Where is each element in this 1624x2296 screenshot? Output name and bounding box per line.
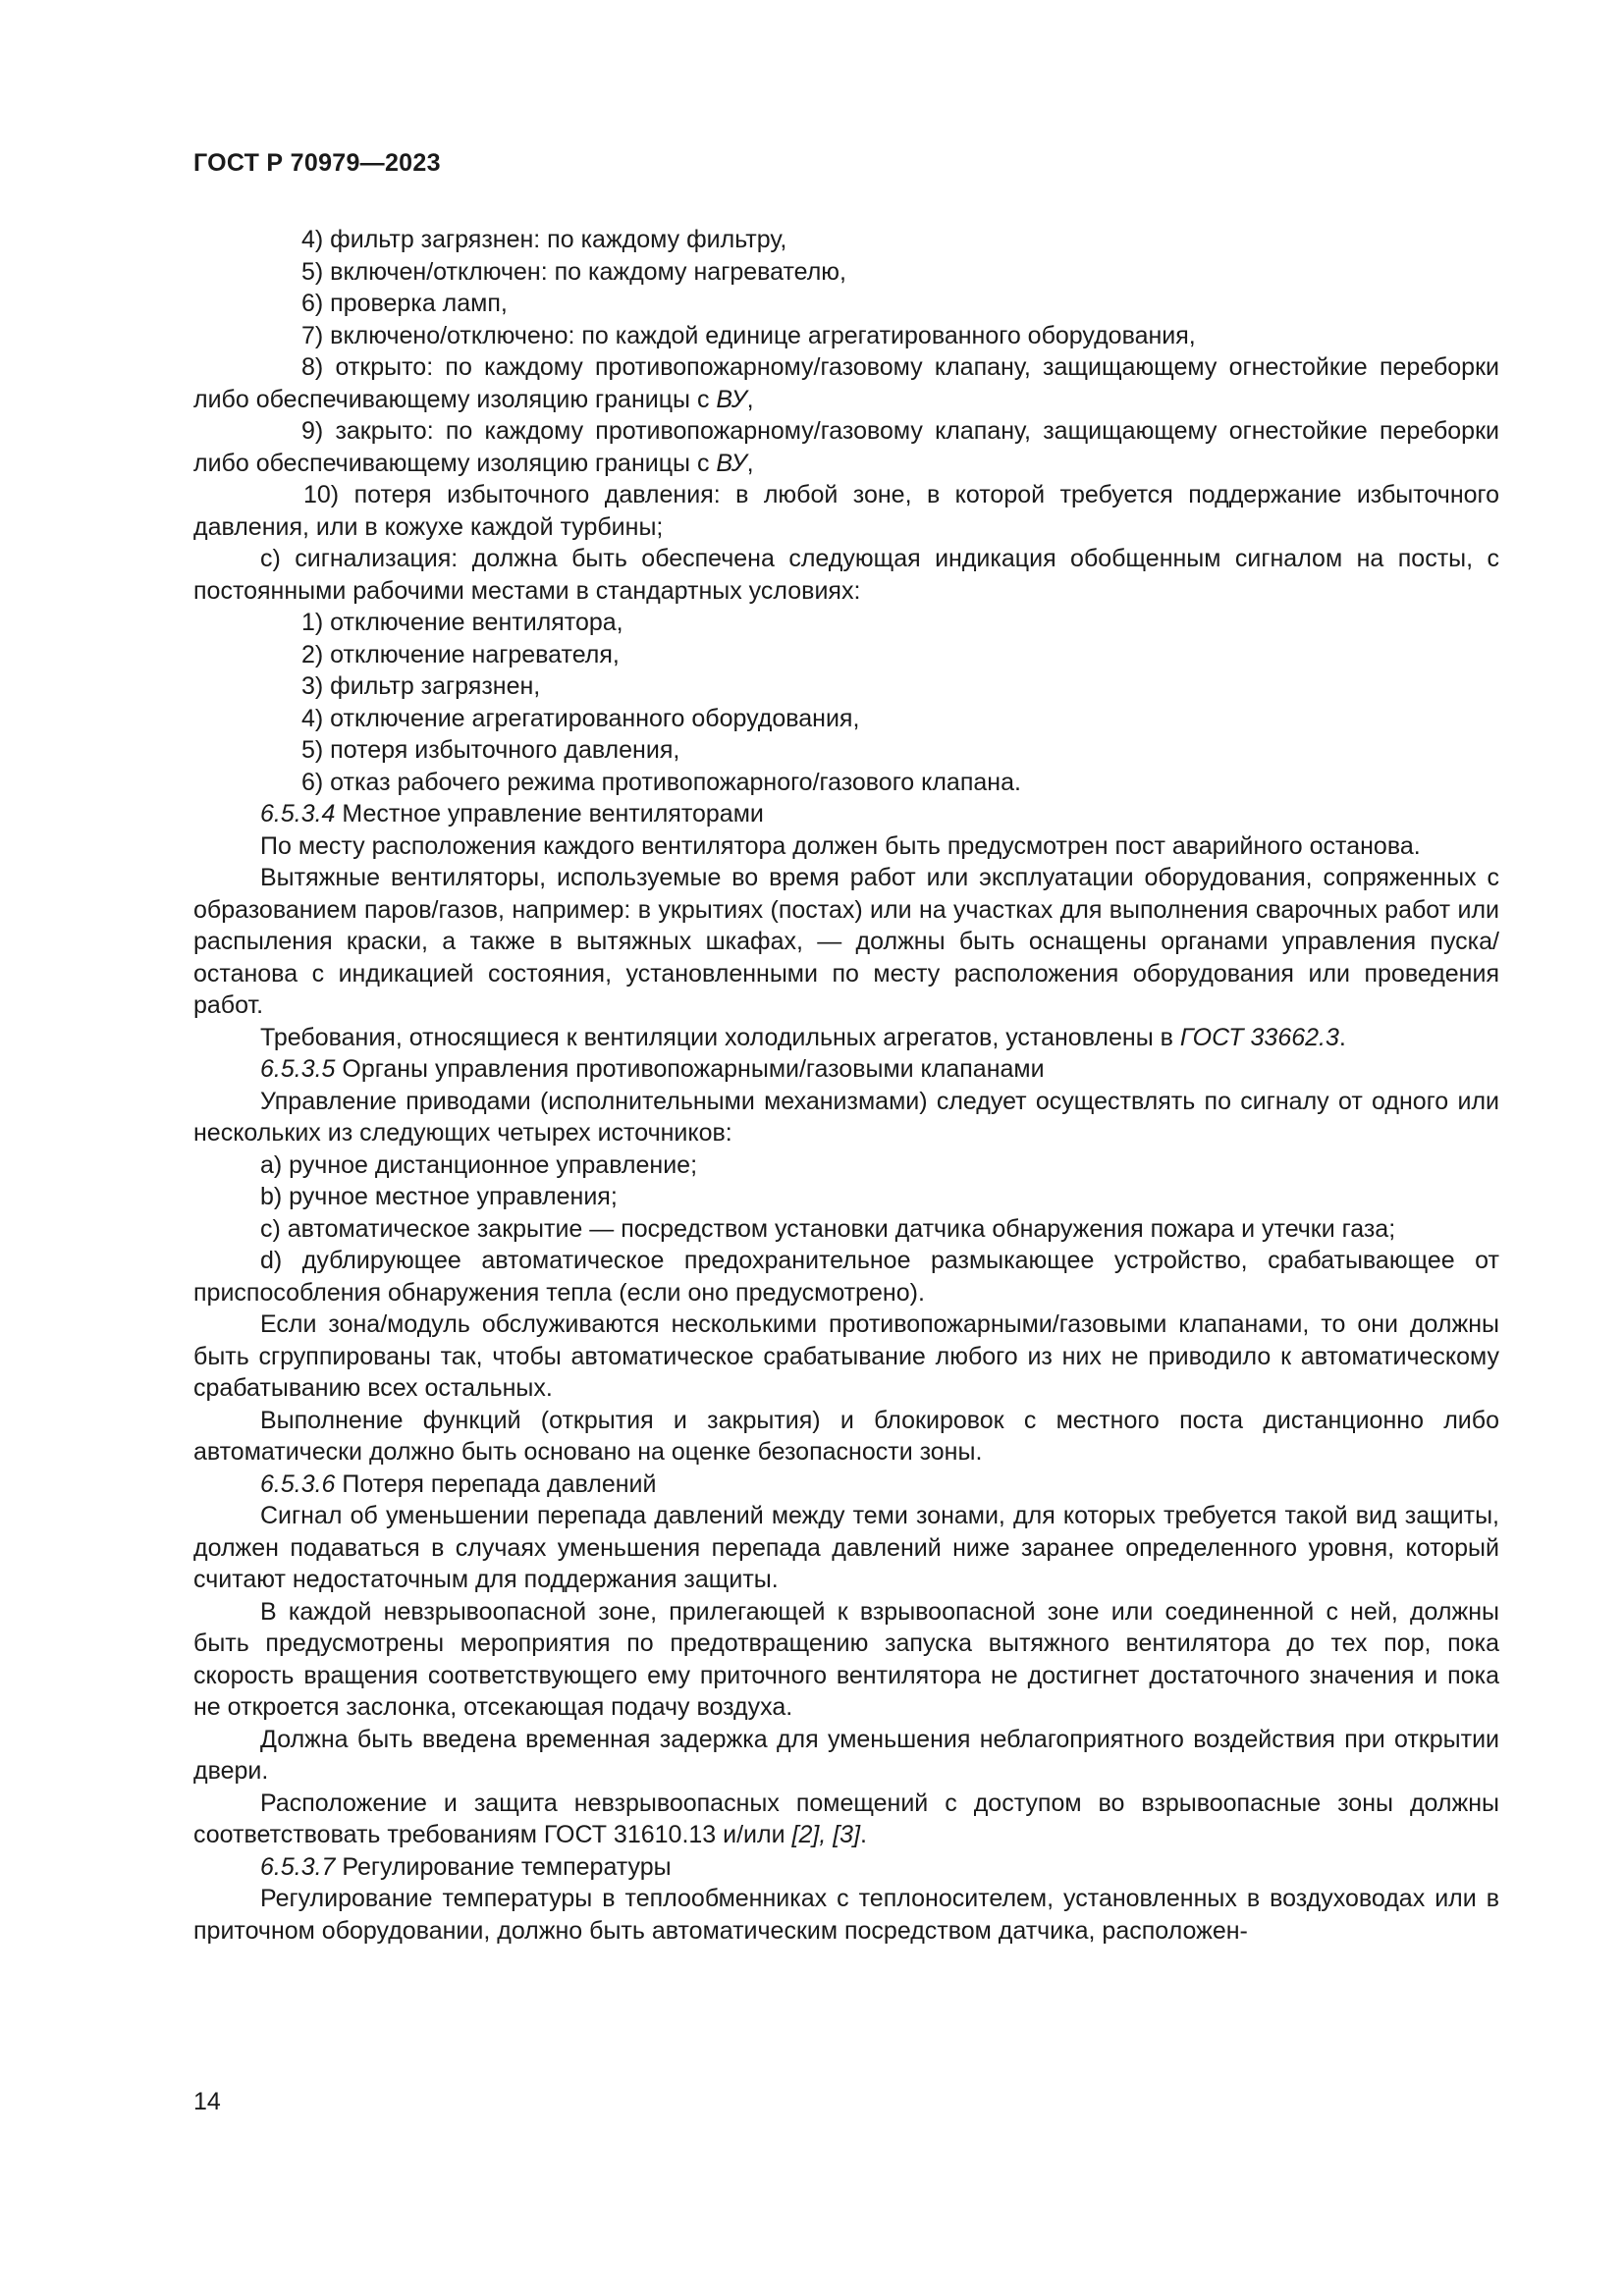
list-item: 3) фильтр загрязнен,: [301, 672, 541, 700]
paragraph: Выполнение функций (открытия и закрытия) и блокировок с местного поста дистанционно либо автоматически должно быть основано на оценке безопасности зоны.: [193, 1406, 1499, 1466]
list-item: а) ручное дистанционное управление;: [260, 1150, 698, 1179]
section-heading: 6.5.3.4 Местное управление вентиляторами: [260, 800, 764, 828]
section-heading: 6.5.3.5 Органы управления противопожарными/газовыми клапанами: [260, 1055, 1045, 1083]
list-item: d) дублирующее автоматическое предохранительное размыкающее устройство, срабатывающее от приспособления обнаружения тепла (если оно предусмотрено).: [193, 1247, 1499, 1307]
list-item: 5) включен/отключен: по каждому нагревателю,: [301, 257, 847, 286]
paragraph: Если зона/модуль обслуживаются несколькими противопожарными/газовыми клапанами, то они должны быть сгруппированы так, чтобы автоматическое срабатывание любого из них не приводило к автоматическому срабатыванию всех остальных.: [193, 1310, 1499, 1402]
list-item: 4) отключение агрегатированного оборудования,: [301, 704, 860, 732]
paragraph: В каждой невзрывоопасной зоне, прилегающей к взрывоопасной зоне или соединенной с ней, должны быть предусмотрены мероприятия по предотвращению запуска вытяжного вентилятора до тех пор, пока скорость вращения соответствующего ему приточного вентилятора не достигнет достаточного значения и пока не откроется заслонка, отсекающая подачу воздуха.: [193, 1597, 1499, 1721]
list-item: 10) потеря избыточного давления: в любой зоне, в которой требуется поддержание избыточного давления, или в кожухе каждой турбины;: [193, 481, 1499, 541]
list-item: 2) отключение нагревателя,: [301, 640, 620, 668]
list-item: 1) отключение вентилятора,: [301, 609, 623, 636]
paragraph: Управление приводами (исполнительными механизмами) следует осуществлять по сигналу от одного или нескольких из следующих четырех источников:: [193, 1087, 1499, 1147]
paragraph: По месту расположения каждого вентилятора должен быть предусмотрен пост аварийного останова.: [260, 831, 1421, 860]
list-item: 6) проверка ламп,: [301, 290, 508, 317]
paragraph: Расположение и защита невзрывоопасных помещений с доступом во взрывоопасные зоны должны соответствовать требованиям ГОСТ 31610.13 и/или [2], [3].: [193, 1789, 1499, 1848]
list-item: 4) фильтр загрязнен: по каждому фильтру,: [301, 226, 787, 253]
section-heading: 6.5.3.7 Регулирование температуры: [260, 1852, 672, 1881]
list-item: с) автоматическое закрытие — посредством установки датчика обнаружения пожара и утечки газа;: [260, 1214, 1396, 1243]
document-header: ГОСТ Р 70979—2023: [193, 149, 441, 177]
paragraph: Требования, относящиеся к вентиляции холодильных агрегатов, установлены в ГОСТ 33662.3.: [260, 1023, 1346, 1051]
list-item: 7) включено/отключено: по каждой единице агрегатированного оборудования,: [301, 321, 1196, 349]
list-item: 6) отказ рабочего режима противопожарного/газового клапана.: [301, 768, 1021, 796]
list-item: 5) потеря избыточного давления,: [301, 736, 680, 764]
list-item: 9) закрыто: по каждому противопожарному/газовому клапану, защищающему огнестойкие переборки либо обеспечивающему изоляцию границы с ВУ,: [193, 417, 1499, 477]
list-item: b) ручное местное управления;: [260, 1183, 618, 1210]
list-item: 8) открыто: по каждому противопожарному/газовому клапану, защищающему огнестойкие переборки либо обеспечивающему изоляцию границы с ВУ,: [193, 353, 1499, 413]
page-number: 14: [193, 2088, 221, 2115]
paragraph: Вытяжные вентиляторы, используемые во время работ или эксплуатации оборудования, сопряженных с образованием паров/газов, например: в укрытиях (постах) или на участках для выполнения сварочных работ или распыления краски, а также в вытяжных шкафах, — должны быть оснащены органами управления пуска/останова с индикацией состояния, установленными по месту расположения оборудования или проведения работ.: [193, 864, 1499, 1019]
paragraph: Должна быть введена временная задержка для уменьшения неблагоприятного воздействия при открытии двери.: [193, 1725, 1499, 1785]
section-heading: 6.5.3.6 Потеря перепада давлений: [260, 1469, 657, 1498]
document-body: [193, 224, 1499, 1947]
paragraph: Регулирование температуры в теплообменниках с теплоносителем, установленных в воздуховодах или в приточном оборудовании, должно быть автоматическим посредством датчика, расположен-: [193, 1885, 1499, 1945]
paragraph: Сигнал об уменьшении перепада давлений между теми зонами, для которых требуется такой вид защиты, должен подаваться в случаях уменьшения перепада давлений ниже заранее определенного уровня, который считают недостаточным для поддержания защиты.: [193, 1502, 1499, 1593]
list-item: с) сигнализация: должна быть обеспечена следующая индикация обобщенным сигналом на посты, с постоянными рабочими местами в стандартных условиях:: [193, 545, 1499, 605]
